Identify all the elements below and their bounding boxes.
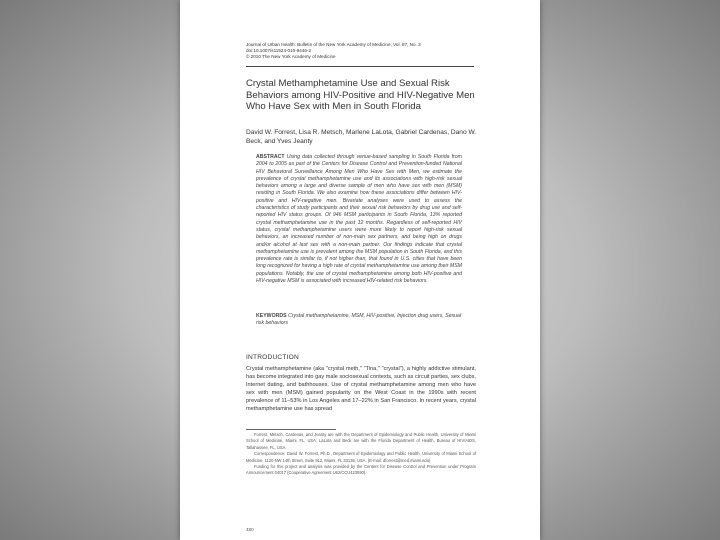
footnote-affiliations: Forrest, Metsch, Cardenas, and Jeanty are with the Department of Epidemiology and Public Health, University of Miami School of Medicine, Miami, FL, USA; LaLota and Beck are with the Florida Department of Health, Bureau of HIV/AIDS, Tallahassee, FL, USA. — [246, 432, 476, 450]
page-number: 480 — [246, 527, 254, 532]
article-authors: David W. Forrest, Lisa R. Metsch, Marlene LaLota, Gabriel Cardenas, Dano W. Beck, and Yves Jeanty — [246, 129, 477, 145]
footnote-rule — [246, 429, 336, 430]
journal-copyright: © 2010 The New York Academy of Medicine — [246, 54, 336, 59]
paper-page — [180, 0, 540, 540]
footnote-funding: Funding for this project and analysis was provided by the Centers for Disease Control and Prevention under Program Announcement 04017 (Cooperative Agreement U62/CCU423590). — [246, 464, 476, 476]
abstract — [256, 154, 462, 285]
keywords-text: Crystal methamphetamine, MSM, HIV-positive, Injection drug users, Sexual risk behaviors — [256, 313, 462, 327]
abstract-text: Using data collected through venue-based sampling in South Florida from 2004 to 2005 as part of the Centers for Disease Control and Prevention-funded National HIV Behavioral Surveillance Among Men Who Have Sex with Men, we estimate the prevalence of crystal methamphetamine use and its associations with high-risk sexual behaviors among a large and diverse sample of men who have sex with men (MSM) residing in South Florida. We also examine how these associations differ between HIV-positive and HIV-negative men. Bivariate analyses were used to assess the characteristics of study participants and their sexual risk behaviors by drug use and self-reported HIV status groups. Of 946 MSM participants in South Florida, 13% reported crystal methamphetamine use in the past 12 months. Regardless of self-reported HIV status, crystal methamphetamine users were more likely to report high-risk sexual behaviors, an increased number of non-main sex partners, and being high on drugs and/or alcohol at last sex with a non-main partner. Our findings indicate that crystal methamphetamine use is prevalent among the MSM population in South Florida, and this prevalence rate is similar to, if not higher than, that found in U.S. cities that have been long recognized for having a high rate of crystal methamphetamine use among their MSM populations. Notably, the use of crystal methamphetamine among both HIV-positive and HIV-negative MSM is associated with increased HIV-related risk behaviors. — [256, 154, 462, 285]
journal-doi: doi:10.1007/s11524-010-9446-2 — [246, 48, 312, 53]
keywords-label: KEYWORDS — [256, 313, 287, 319]
footnotes — [246, 432, 476, 477]
journal-citation: Journal of Urban Health: Bulletin of the New York Academy of Medicine, Vol. 87, No. 3 — [246, 42, 421, 47]
introduction-text: Crystal methamphetamine (aka "crystal meth," "Tina," "crystal"), a highly addictive stimulant, has become integrated into gay male sociosexual contexts, such as circuit parties, sex clubs, Internet dating, and bathhouses. Use of crystal methamphetamine among men who have sex with men (MSM) gained popularity on the West Coast in the 1990s with recent prevalence of 11–53% in Los Angeles and 17–22% in San Francisco. In recent years, crystal methamphetamine use has spread — [246, 366, 476, 412]
header-rule — [246, 66, 474, 67]
article-title: Crystal Methamphetamine Use and Sexual Risk Behaviors among HIV-Positive and HIV-Negative Men Who Have Sex with Men in South Florida — [246, 78, 475, 112]
section-heading-introduction: INTRODUCTION — [246, 354, 299, 361]
journal-header — [246, 42, 486, 60]
abstract-label: ABSTRACT — [256, 154, 285, 160]
keywords — [256, 313, 462, 328]
footnote-correspondence: Correspondence: David W. Forrest, Ph.D., Department of Epidemiology and Public Health, University of Miami School of Medicine, 1120 NW 14th Street, Suite 912, Miami, FL 33136, USA. (E-mail: dforrest@med.miami.edu) — [246, 451, 476, 463]
